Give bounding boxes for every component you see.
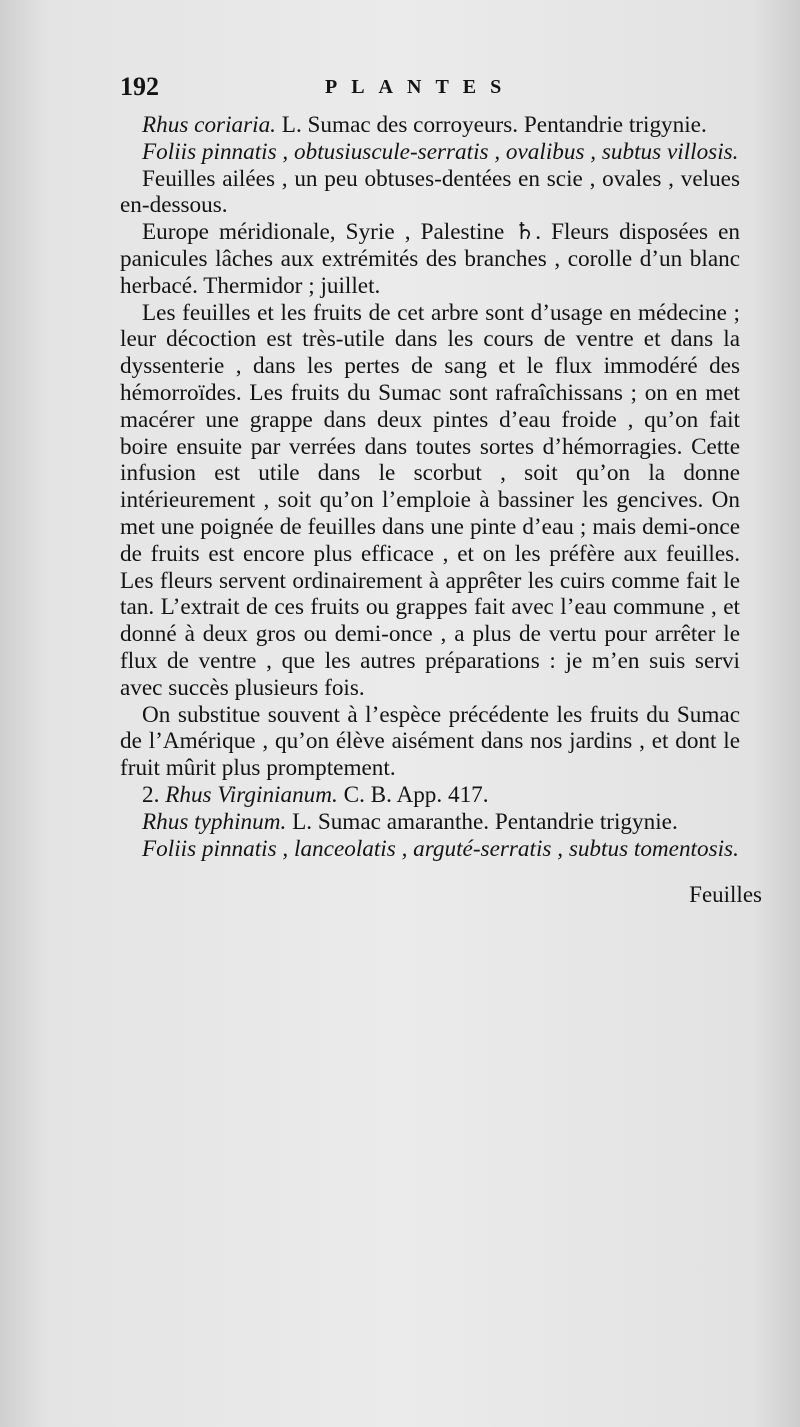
latin-text: Rhus coriaria. [142, 112, 276, 138]
catchword: Feuilles [689, 882, 762, 908]
paragraph [120, 782, 740, 809]
running-head: PLANTES [325, 76, 516, 98]
paragraph [120, 836, 740, 863]
body-text [120, 112, 740, 862]
paragraph [120, 219, 740, 299]
paragraph [120, 809, 740, 836]
page-number: 192 [120, 72, 159, 101]
latin-text: Rhus Virginianum. [165, 781, 338, 808]
text-segment: C. B. App. 417. [337, 781, 489, 808]
paragraph [120, 702, 740, 782]
paragraph [120, 139, 740, 166]
latin-text: Rhus typhinum. [142, 808, 287, 835]
text-segment: L. Sumac amaranthe. Pentandrie trigynie. [286, 808, 678, 835]
text-segment: 2. [142, 781, 166, 808]
paragraph [120, 166, 740, 220]
text-segment: On substitue souvent à l’espèce précédente les fruits du Sumac de l’Amérique , qu’on élève aisément dans nos jardins , et dont le fruit mûrit plus promptement. [120, 701, 740, 782]
text-segment: Les feuilles et les fruits de cet arbre sont d’usage en médecine ; leur décoction est très-utile dans les cours de ventre et dans la dyssenterie , dans les pertes de sang et le flux immodéré des hémorroïdes. Les fruits du Sumac sont rafraîchissans ; on en met macérer une grappe dans deux pintes d’eau froide , qu’on fait boire ensuite par verrées dans toutes sortes d’hémorragies. Cette infusion est utile dans le scorbut , soit qu’on la donne intérieurement , soit qu’on l’emploie à bassiner les gencives. On met une poignée de feuilles dans une pinte d’eau ; mais demi-once de fruits est encore plus efficace , et on les préfère aux feuilles. Les fleurs servent ordinairement à apprêter les cuirs comme fait le tan. L’extrait de ces fruits ou grappes fait avec l’eau commune , et donné à deux gros ou demi-once , a plus de vertu pour arrêter le flux de ventre , que les autres préparations : je m’en suis servi avec succès plusieurs fois. [120, 299, 740, 701]
text-segment: L. Sumac des corroyeurs. Pentandrie trigynie. [275, 112, 707, 138]
page-header [120, 72, 766, 112]
text-segment: Europe méridionale, Syrie , Palestine ♄. Fleurs disposées en panicules lâches aux extrémités des branches , corolle d’un blanc herbacé. Thermidor ; juillet. [120, 219, 740, 299]
paragraph [120, 300, 740, 702]
paragraph [120, 112, 740, 139]
latin-text: Foliis pinnatis , lanceolatis , arguté-serratis , subtus tomentosis. [142, 835, 739, 862]
latin-text: Foliis pinnatis , obtusiuscule-serratis , ovalibus , subtus villosis. [142, 138, 739, 165]
text-segment: Feuilles ailées , un peu obtuses-dentées en scie , ovales , velues en-dessous. [120, 165, 740, 219]
